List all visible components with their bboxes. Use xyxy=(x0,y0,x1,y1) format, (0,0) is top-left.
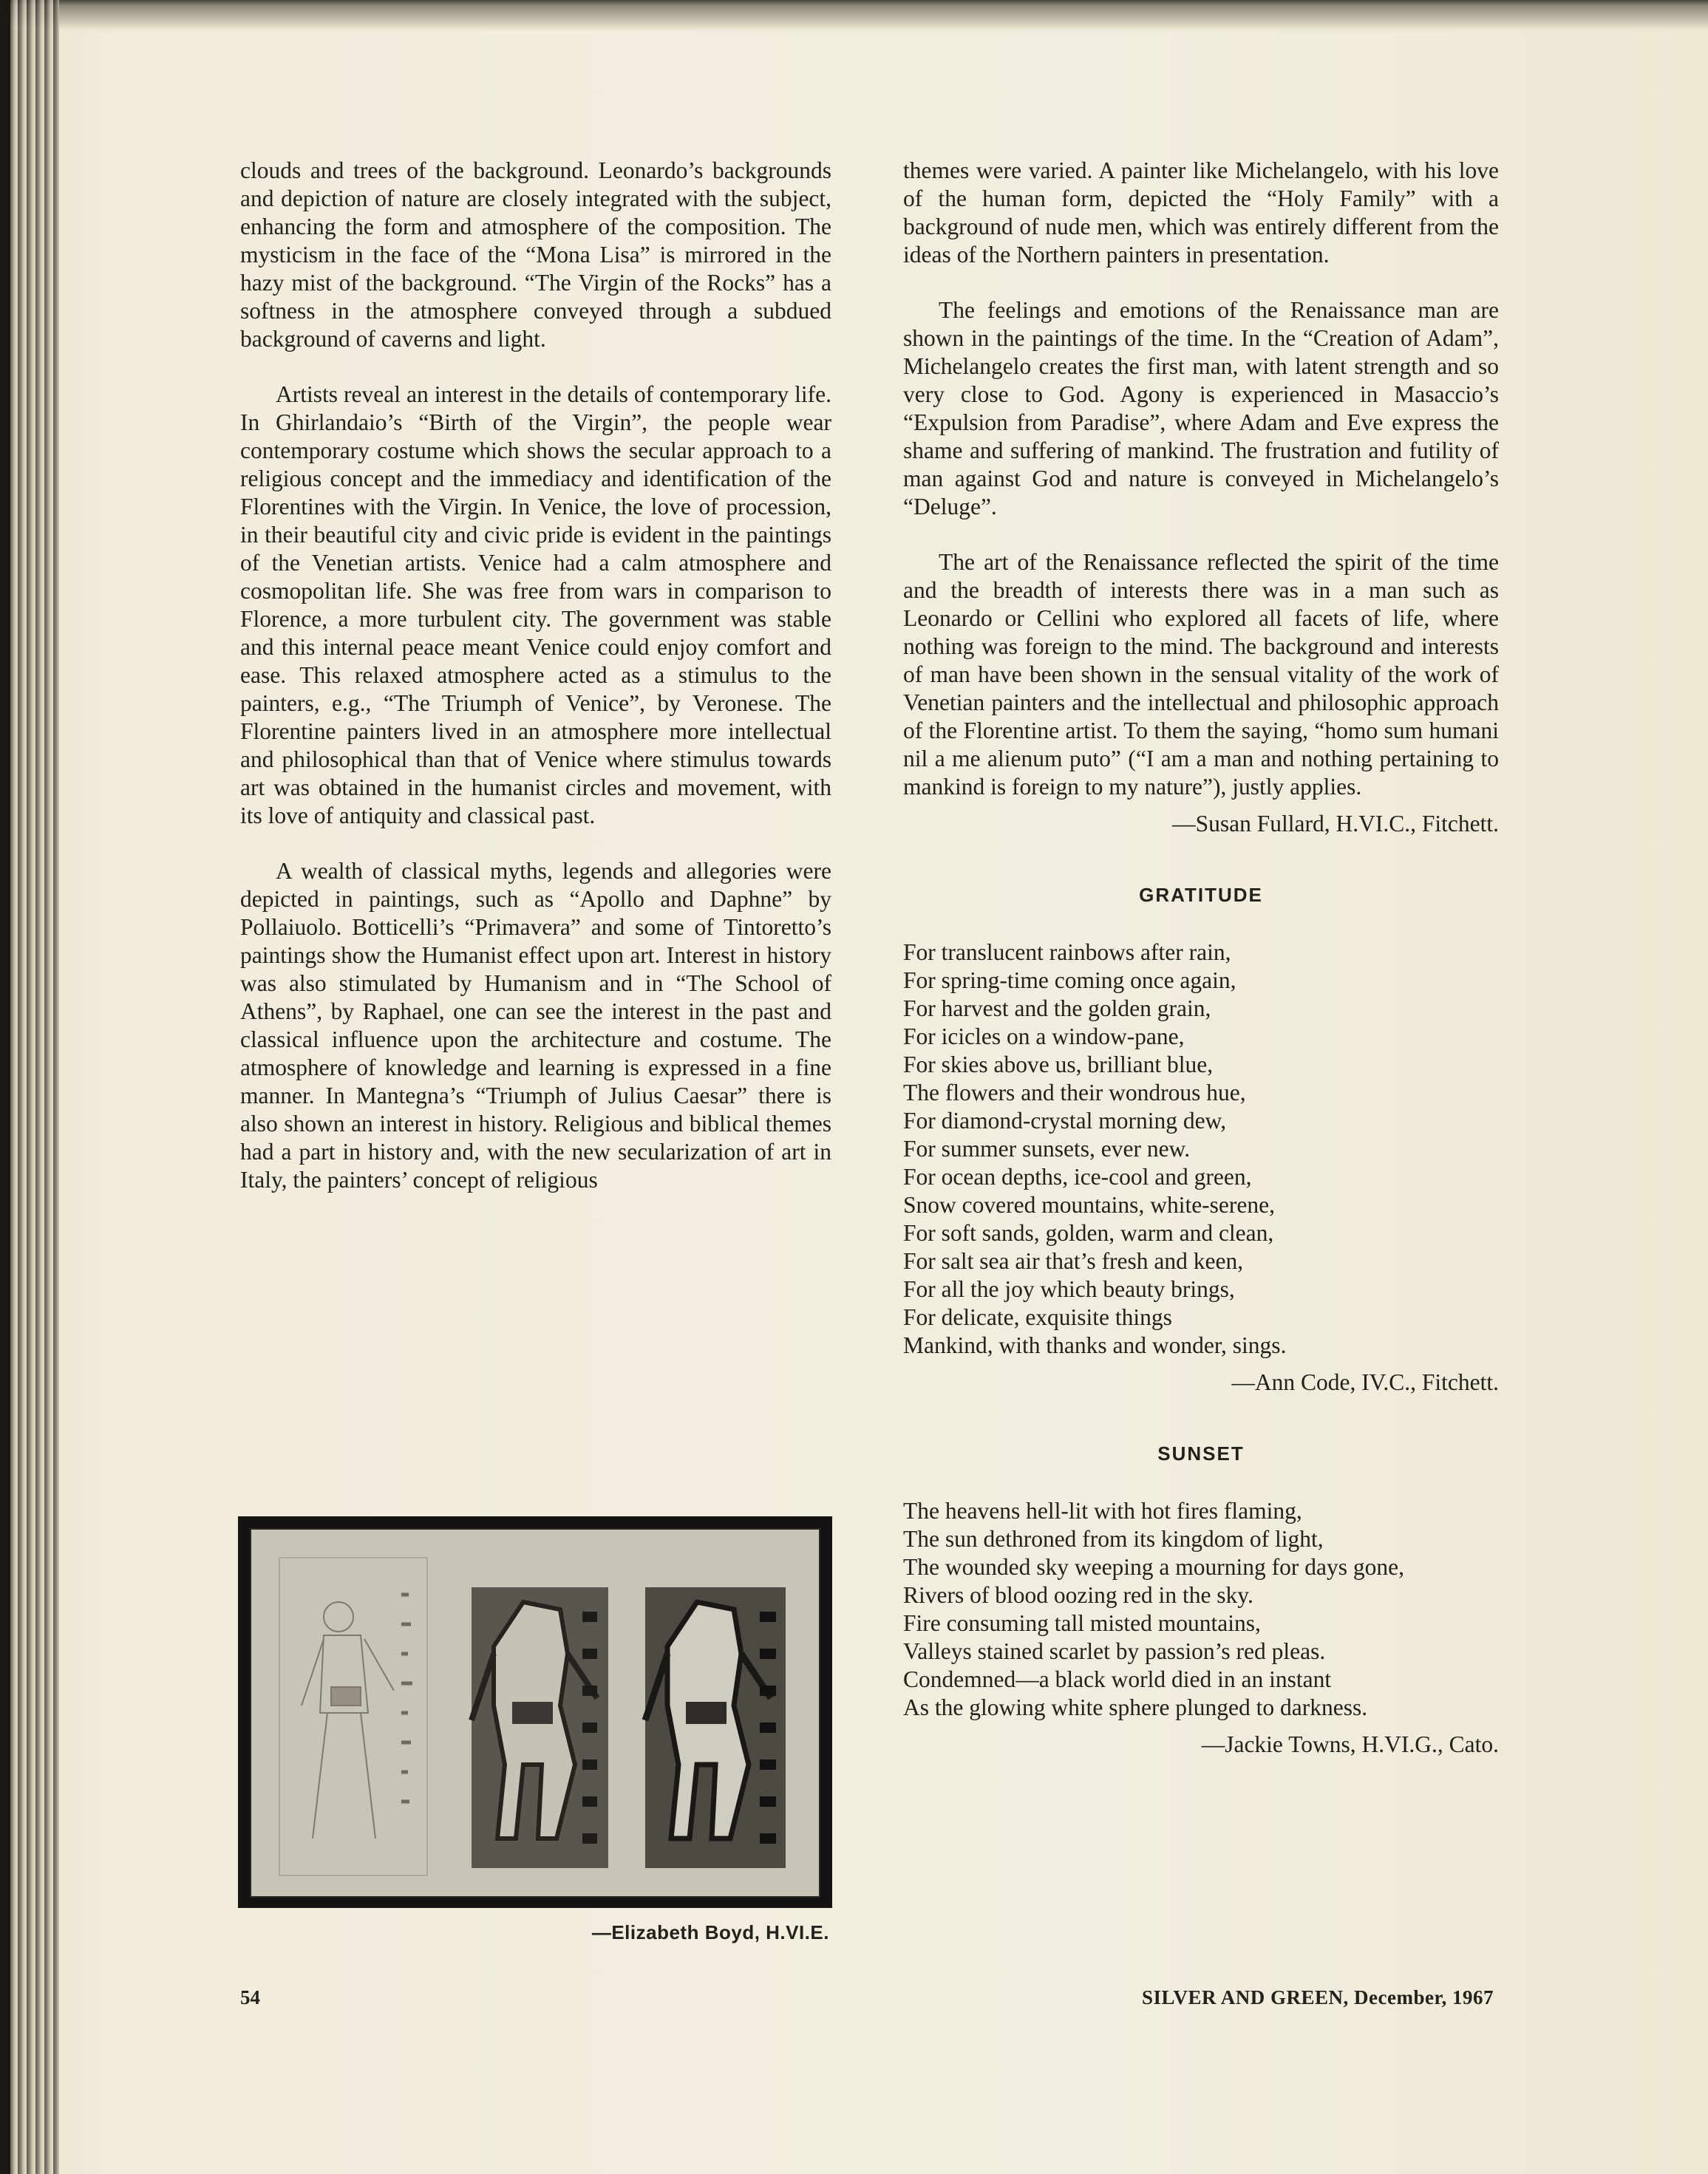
publication-footer: SILVER AND GREEN, December, 1967 xyxy=(1141,1986,1494,2008)
poem-line: Valleys stained scarlet by passion’s red pleas. xyxy=(903,1638,1326,1664)
figure-print-icon xyxy=(472,1587,608,1868)
poem-line: The wounded sky weeping a mourning for days gone, xyxy=(903,1554,1404,1580)
poem-line: For harvest and the golden grain, xyxy=(903,995,1211,1021)
poem-line: Rivers of blood oozing red in the sky. xyxy=(903,1582,1253,1608)
binding-shadow xyxy=(0,0,10,2174)
poem-line: Mankind, with thanks and wonder, sings. xyxy=(903,1332,1287,1358)
page-number: 54 xyxy=(240,1986,260,2008)
poem-gratitude xyxy=(903,938,1499,1360)
poem-line: For icicles on a window-pane, xyxy=(903,1023,1185,1049)
poem-title-sunset: SUNSET xyxy=(1157,1442,1245,1465)
artwork-photo xyxy=(250,1528,820,1898)
poem-line: The heavens hell-lit with hot fires flaming, xyxy=(903,1498,1302,1524)
artwork-figures-image xyxy=(250,1528,820,1898)
photo-credit: —Elizabeth Boyd, H.VI.E. xyxy=(591,1921,829,1943)
essay-paragraph: The feelings and emotions of the Renaissance man are shown in the paintings of the time. In the “Creation of Adam”, Michelangelo creates the first man, with latent strength and so very close to God. Agony is experienced in Masaccio’s “Expulsion from Paradise”, where Adam and Eve express the shame and suffering of mankind. The frustration and futility of man against God and nature is conveyed in Michelangelo’s “Deluge”. xyxy=(903,297,1499,519)
poem-line: For translucent rainbows after rain, xyxy=(903,939,1231,965)
poem-line: Condemned—a black world died in an instant xyxy=(903,1666,1332,1692)
poem-title-gratitude: GRATITUDE xyxy=(1139,884,1263,906)
essay-paragraph: The art of the Renaissance reflected the spirit of the time and the breadth of interests there was in a man such as Leonardo or Cellini who explored all facets of life, where nothing was foreign to the mind. The background and interests of man have been shown in the sensual vitality of the work of Venetian painters and the intellectual and philosophic approach of the Florentine artist. To them the saying, “homo sum humani nil a me alienum puto” (“I am a man and nothing pertaining to mankind is foreign to my nature”), justly applies. xyxy=(903,549,1499,800)
figure-print-icon xyxy=(645,1587,786,1868)
poem-line: Fire consuming tall misted mountains, xyxy=(903,1610,1261,1636)
essay-paragraph: clouds and trees of the background. Leonardo’s backgrounds and depiction of nature are closely integrated with the subject, enhancing the form and atmosphere of the composition. The mysticism in the face of the “Mona Lisa” is mirrored in the hazy mist of the background. “The Virgin of the Rocks” has a softness in the atmosphere conveyed through a subdued background of caverns and light. xyxy=(240,157,831,352)
poem-sunset xyxy=(903,1497,1499,1722)
poem-line: For ocean depths, ice-cool and green, xyxy=(903,1164,1252,1190)
poem-credit-sunset: —Jackie Towns, H.VI.G., Cato. xyxy=(1201,1731,1499,1757)
essay-paragraph: themes were varied. A painter like Michelangelo, with his love of the human form, depicted the “Holy Family” with a background of nude men, which was entirely different from the ideas of the Northern painters in presentation. xyxy=(903,157,1499,268)
poem-line: For skies above us, brilliant blue, xyxy=(903,1052,1214,1077)
poem-line: For diamond-crystal morning dew, xyxy=(903,1108,1227,1134)
artwork-photo-frame xyxy=(238,1516,832,1908)
poem-line: For summer sunsets, ever new. xyxy=(903,1136,1191,1162)
poem-line: For soft sands, golden, warm and clean, xyxy=(903,1220,1274,1246)
page-top-edge xyxy=(0,0,1708,31)
essay-paragraph: Artists reveal an interest in the details of contemporary life. In Ghirlandaio’s “Birth of the Virgin”, the people wear contemporary costume which shows the secular approach to a religious concept and the immediacy and identification of the Florentines with the Virgin. In Venice, the love of procession, in their beautiful city and civic pride is evident in the paintings of the Venetian artists. Venice had a calm atmosphere and cosmopolitan life. She was free from wars in comparison to Florence, a more turbulent city. The government was stable and this internal peace meant Venice could enjoy comfort and ease. This relaxed atmosphere acted as a stimulus to the painters, e.g., “The Triumph of Venice”, by Veronese. The Florentine painters lived in an atmosphere more intellectual and philosophical than that of Venice where stimulus towards art was obtained in the humanist circles and movement, with its love of antiquity and classical past. xyxy=(240,381,831,828)
poem-line: For all the joy which beauty brings, xyxy=(903,1276,1235,1302)
essay-paragraph: A wealth of classical myths, legends and allegories were depicted in paintings, such as “Apollo and Daphne” by Pollaiuolo. Botticelli’s “Primavera” and some of Tintoretto’s paintings show the Humanist effect upon art. Interest in history was also stimulated by Humanism and in “The School of Athens”, by Raphael, one can see the interest in the past and classical influence upon the architecture and costume. The atmosphere of knowledge and learning is expressed in a fine manner. In Mantegna’s “Triumph of Julius Caesar” there is also shown an interest in history. Religious and biblical themes had a part in history and, with the new secularization of art in Italy, the painters’ concept of religious xyxy=(240,858,831,1193)
poem-line: The flowers and their wondrous hue, xyxy=(903,1080,1246,1105)
poem-line: The sun dethroned from its kingdom of light, xyxy=(903,1526,1324,1552)
right-column xyxy=(903,157,1499,1759)
poem-credit-gratitude: —Ann Code, IV.C., Fitchett. xyxy=(1231,1369,1499,1395)
essay-credit: —Susan Fullard, H.VI.C., Fitchett. xyxy=(1172,811,1499,836)
poem-line: Snow covered mountains, white-serene, xyxy=(903,1192,1275,1218)
poem-line: For delicate, exquisite things xyxy=(903,1304,1172,1330)
poem-line: For salt sea air that’s fresh and keen, xyxy=(903,1248,1244,1274)
poem-line: As the glowing white sphere plunged to darkness. xyxy=(903,1694,1368,1720)
poem-line: For spring-time coming once again, xyxy=(903,967,1236,993)
left-column xyxy=(240,157,831,1194)
